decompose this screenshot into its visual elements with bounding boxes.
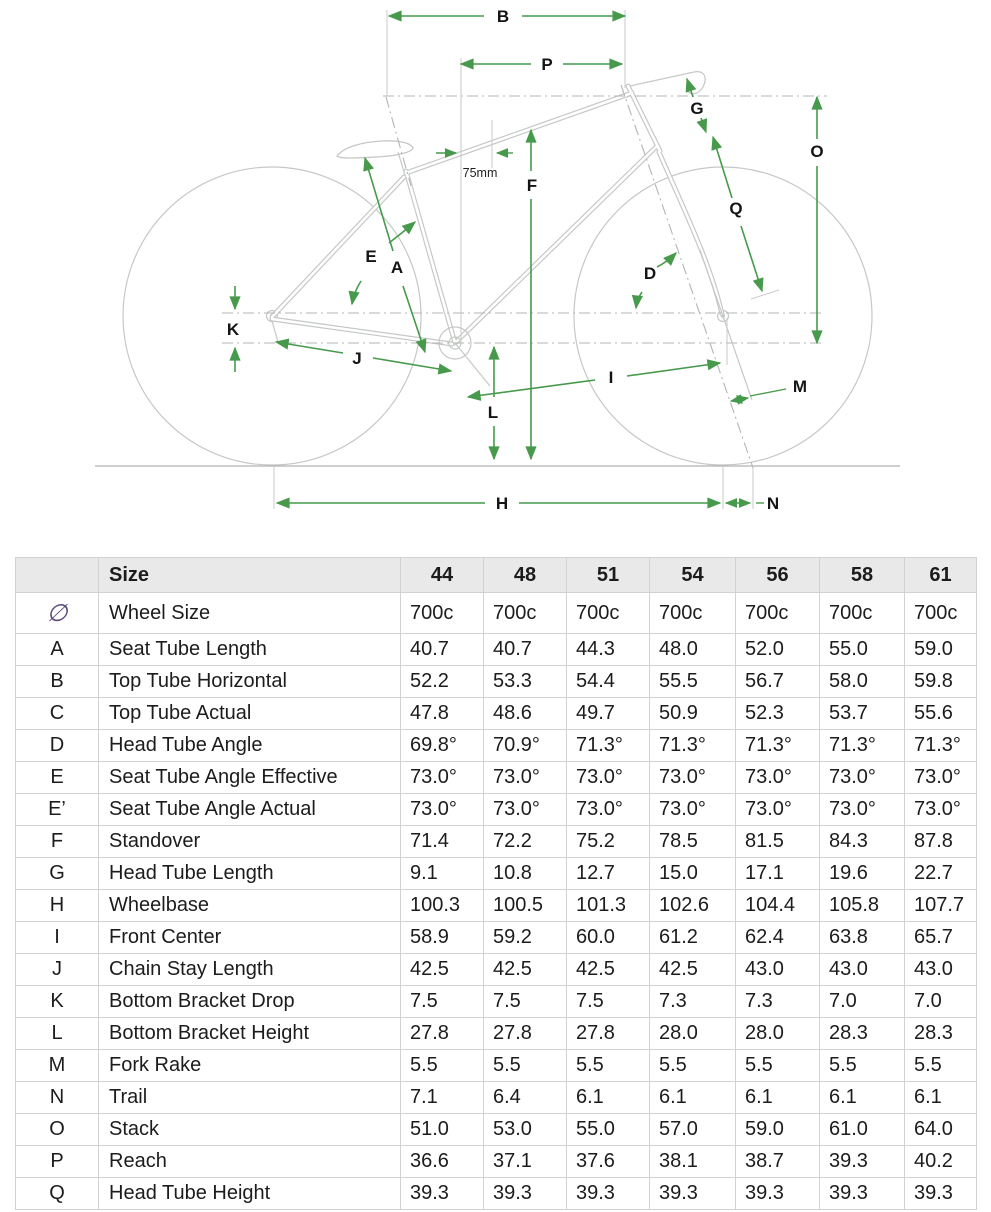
dimension-letter-cell: G [16,858,99,890]
dimension-value-cell: 75.2 [567,826,650,858]
dimension-value-cell: 58.9 [401,922,484,954]
table-row [16,1178,977,1210]
size-column-header: 54 [650,558,736,593]
dimension-value-cell: 73.0° [484,762,567,794]
label-J: J [352,349,362,368]
dimension-value-cell: 42.5 [650,954,736,986]
dimension-value-cell: 59.2 [484,922,567,954]
table-row [16,634,977,666]
dimension-value-cell: 53.0 [484,1114,567,1146]
dimension-value-cell: 700c [905,593,977,634]
dimension-value-cell: 73.0° [401,762,484,794]
size-column-header: 44 [401,558,484,593]
dimension-value-cell: 7.5 [484,986,567,1018]
dimension-name-cell: Top Tube Actual [99,698,401,730]
dimension-value-cell: 78.5 [650,826,736,858]
table-row [16,826,977,858]
dimension-value-cell: 73.0° [567,762,650,794]
dimension-labels [227,7,824,513]
dimension-letter-cell: O [16,1114,99,1146]
crank-arm [455,343,490,386]
dimension-value-cell: 73.0° [736,762,820,794]
table-row [16,698,977,730]
dimension-value-cell: 37.1 [484,1146,567,1178]
dimension-name-cell: Trail [99,1082,401,1114]
dimension-value-cell: 43.0 [736,954,820,986]
dimension-value-cell: 73.0° [567,794,650,826]
dimension-value-cell: 70.9° [484,730,567,762]
dimension-value-cell: 6.1 [650,1082,736,1114]
seatpost [398,152,404,172]
dimension-value-cell: 39.3 [567,1178,650,1210]
dimension-value-cell: 71.3° [650,730,736,762]
dim-M [731,398,748,401]
dimension-value-cell: 102.6 [650,890,736,922]
label-G: G [690,99,704,118]
dimension-letter-cell: D [16,730,99,762]
dimension-letter-cell: E’ [16,794,99,826]
dimension-value-cell: 17.1 [736,858,820,890]
dimension-value-cell: 5.5 [905,1050,977,1082]
table-row [16,593,977,634]
label-K: K [226,320,240,339]
dimension-name-cell: Chain Stay Length [99,954,401,986]
dimension-letter-cell: Q [16,1178,99,1210]
dimension-name-cell: Front Center [99,922,401,954]
label-F: F [526,176,538,195]
table-row [16,730,977,762]
table-row [16,1114,977,1146]
dimension-value-cell: 700c [650,593,736,634]
dimension-value-cell: 7.5 [567,986,650,1018]
dimension-value-cell: 57.0 [650,1114,736,1146]
dimension-value-cell: 6.1 [736,1082,820,1114]
bike-geometry-diagram [0,0,991,545]
dimension-value-cell: 48.0 [650,634,736,666]
dimension-value-cell: 27.8 [401,1018,484,1050]
dimension-value-cell: 43.0 [820,954,905,986]
table-row [16,922,977,954]
table-row [16,1146,977,1178]
size-header-row [16,558,977,593]
dimension-name-cell: Bottom Bracket Height [99,1018,401,1050]
dimension-value-cell: 43.0 [905,954,977,986]
dimension-value-cell: 61.0 [820,1114,905,1146]
dimension-value-cell: 81.5 [736,826,820,858]
dimension-value-cell: 64.0 [905,1114,977,1146]
dimension-value-cell: 39.3 [736,1178,820,1210]
label-setback: 75mm [462,166,498,180]
dimension-letter-cell: J [16,954,99,986]
dimension-value-cell: 39.3 [820,1146,905,1178]
table-row [16,1050,977,1082]
dim-E [389,222,415,243]
dimension-value-cell: 61.2 [650,922,736,954]
dimension-value-cell: 59.8 [905,666,977,698]
dimension-value-cell: 700c [736,593,820,634]
dimension-value-cell: 71.3° [567,730,650,762]
dimension-name-cell: Seat Tube Angle Effective [99,762,401,794]
dimension-letter-cell: I [16,922,99,954]
label-H: H [495,494,509,513]
dimension-value-cell: 7.3 [736,986,820,1018]
rear-derailleur [272,321,278,342]
label-P: P [541,55,553,74]
dimension-value-cell: 28.3 [820,1018,905,1050]
steering-axis [621,85,753,468]
dimension-value-cell: 39.3 [650,1178,736,1210]
dimension-value-cell: 73.0° [401,794,484,826]
dimension-value-cell: 71.3° [820,730,905,762]
dimension-value-cell: 53.7 [820,698,905,730]
dimension-value-cell: 40.7 [401,634,484,666]
dimension-letter-cell: N [16,1082,99,1114]
label-L: L [487,403,499,422]
dimension-value-cell: 56.7 [736,666,820,698]
dimension-value-cell: 100.5 [484,890,567,922]
dimension-value-cell: 52.2 [401,666,484,698]
dimension-value-cell: 71.3° [736,730,820,762]
dimension-value-cell: 6.1 [905,1082,977,1114]
dimension-value-cell: 38.1 [650,1146,736,1178]
dimension-name-cell: Bottom Bracket Drop [99,986,401,1018]
dimension-letter-cell: C [16,698,99,730]
label-D: D [643,264,657,283]
dimension-value-cell: 58.0 [820,666,905,698]
saddle [337,141,413,158]
frame [272,72,722,386]
dimension-value-cell: 107.7 [905,890,977,922]
size-column-header: 48 [484,558,567,593]
dimension-value-cell: 63.8 [820,922,905,954]
dimension-value-cell: 6.1 [820,1082,905,1114]
dimension-value-cell: 73.0° [650,762,736,794]
geometry-table-body [16,593,977,1210]
dimension-name-cell: Top Tube Horizontal [99,666,401,698]
dimension-value-cell: 73.0° [820,794,905,826]
dimension-value-cell: 12.7 [567,858,650,890]
dimension-name-cell: Seat Tube Angle Actual [99,794,401,826]
dimension-name-cell: Reach [99,1146,401,1178]
dimension-arrows [235,16,817,503]
dimension-value-cell: 42.5 [484,954,567,986]
fork-rake-line [700,250,752,400]
dimension-value-cell: 73.0° [736,794,820,826]
label-O: O [810,142,824,161]
label-E: E [365,247,377,266]
dim-A [365,158,393,251]
dimension-value-cell: 73.0° [650,794,736,826]
dimension-value-cell: 7.0 [905,986,977,1018]
dimension-value-cell: 49.7 [567,698,650,730]
dimension-value-cell: 52.0 [736,634,820,666]
dimension-value-cell: 73.0° [484,794,567,826]
size-header-label: Size [99,558,401,593]
dimension-value-cell: 5.5 [736,1050,820,1082]
label-I: I [608,368,614,387]
table-row [16,858,977,890]
dimension-value-cell: 84.3 [820,826,905,858]
dimension-name-cell: Wheel Size [99,593,401,634]
dimension-value-cell: 104.4 [736,890,820,922]
dimension-value-cell: 36.6 [401,1146,484,1178]
dimension-value-cell: 59.0 [905,634,977,666]
table-row [16,666,977,698]
dim-D [657,253,676,267]
dimension-letter-cell: P [16,1146,99,1178]
table-row [16,794,977,826]
dimension-value-cell: 700c [484,593,567,634]
dimension-name-cell: Seat Tube Length [99,634,401,666]
dimension-value-cell: 39.3 [484,1178,567,1210]
size-column-header: 56 [736,558,820,593]
size-column-header: 61 [905,558,977,593]
label-M: M [792,377,808,396]
dimension-value-cell: 7.1 [401,1082,484,1114]
dimension-letter-cell: F [16,826,99,858]
dimension-value-cell: 19.6 [820,858,905,890]
dimension-value-cell: 53.3 [484,666,567,698]
dimension-name-cell: Head Tube Height [99,1178,401,1210]
dimension-value-cell: 59.0 [736,1114,820,1146]
dimension-value-cell: 101.3 [567,890,650,922]
dimension-value-cell: 55.0 [567,1114,650,1146]
dimension-value-cell: 69.8° [401,730,484,762]
dimension-letter-cell: A [16,634,99,666]
dimension-value-cell: 55.6 [905,698,977,730]
dimension-value-cell: 6.4 [484,1082,567,1114]
geometry-table [15,557,977,1210]
table-row [16,1018,977,1050]
dimension-value-cell: 9.1 [401,858,484,890]
label-N: N [766,494,780,513]
handlebar [630,72,694,86]
dimension-value-cell: 42.5 [401,954,484,986]
dimension-value-cell: 54.4 [567,666,650,698]
dimension-value-cell: 37.6 [567,1146,650,1178]
dimension-value-cell: 39.3 [820,1178,905,1210]
dimension-value-cell: 10.8 [484,858,567,890]
dimension-value-cell: 6.1 [567,1082,650,1114]
dimension-value-cell: 50.9 [650,698,736,730]
dimension-value-cell: 15.0 [650,858,736,890]
dimension-value-cell: 87.8 [905,826,977,858]
table-row [16,954,977,986]
dimension-value-cell: 5.5 [401,1050,484,1082]
dimension-name-cell: Fork Rake [99,1050,401,1082]
table-row [16,986,977,1018]
dimension-value-cell: 27.8 [567,1018,650,1050]
dimension-value-cell: 44.3 [567,634,650,666]
size-column-header: 51 [567,558,650,593]
dimension-value-cell: 47.8 [401,698,484,730]
dimension-letter-cell: M [16,1050,99,1082]
label-A: A [390,258,404,277]
dimension-value-cell: 60.0 [567,922,650,954]
dimension-value-cell: 22.7 [905,858,977,890]
dimension-value-cell: 700c [567,593,650,634]
dimension-value-cell: 39.3 [905,1178,977,1210]
reference-lines [222,10,827,509]
dimension-value-cell: 38.7 [736,1146,820,1178]
dimension-value-cell: 5.5 [567,1050,650,1082]
label-B: B [496,7,510,26]
dimension-value-cell: 72.2 [484,826,567,858]
size-column-header: 58 [820,558,905,593]
dimension-value-cell: 48.6 [484,698,567,730]
dimension-name-cell: Wheelbase [99,890,401,922]
dimension-value-cell: 52.3 [736,698,820,730]
dimension-letter-cell: B [16,666,99,698]
dimension-letter-cell: L [16,1018,99,1050]
dimension-value-cell: 55.5 [650,666,736,698]
dimension-letter-cell: ∅ [16,593,99,634]
dimension-value-cell: 700c [401,593,484,634]
dimension-letter-cell: K [16,986,99,1018]
dimension-value-cell: 71.4 [401,826,484,858]
dimension-value-cell: 7.3 [650,986,736,1018]
dimension-value-cell: 39.3 [401,1178,484,1210]
dimension-value-cell: 28.3 [905,1018,977,1050]
dimension-value-cell: 5.5 [484,1050,567,1082]
dimension-value-cell: 73.0° [905,762,977,794]
dimension-value-cell: 51.0 [401,1114,484,1146]
table-row [16,890,977,922]
dimension-value-cell: 27.8 [484,1018,567,1050]
table-row [16,762,977,794]
dimension-value-cell: 71.3° [905,730,977,762]
dimension-value-cell: 42.5 [567,954,650,986]
dimension-value-cell: 28.0 [650,1018,736,1050]
dimension-name-cell: Stack [99,1114,401,1146]
dimension-name-cell: Head Tube Angle [99,730,401,762]
dimension-letter-cell: H [16,890,99,922]
dimension-value-cell: 73.0° [820,762,905,794]
dimension-value-cell: 5.5 [650,1050,736,1082]
dimension-value-cell: 62.4 [736,922,820,954]
dimension-value-cell: 40.2 [905,1146,977,1178]
dimension-value-cell: 105.8 [820,890,905,922]
dimension-letter-cell: E [16,762,99,794]
dimension-value-cell: 55.0 [820,634,905,666]
dimension-value-cell: 7.0 [820,986,905,1018]
dimension-name-cell: Standover [99,826,401,858]
dimension-value-cell: 100.3 [401,890,484,922]
dim-G [687,79,693,97]
label-Q: Q [729,199,743,218]
dimension-value-cell: 5.5 [820,1050,905,1082]
dimension-value-cell: 700c [820,593,905,634]
corner-cell [16,558,99,593]
dim-J [276,342,343,353]
dimension-name-cell: Head Tube Length [99,858,401,890]
dimension-value-cell: 40.7 [484,634,567,666]
dimension-value-cell: 28.0 [736,1018,820,1050]
dimension-value-cell: 65.7 [905,922,977,954]
table-row [16,1082,977,1114]
dimension-value-cell: 7.5 [401,986,484,1018]
dimension-value-cell: 73.0° [905,794,977,826]
